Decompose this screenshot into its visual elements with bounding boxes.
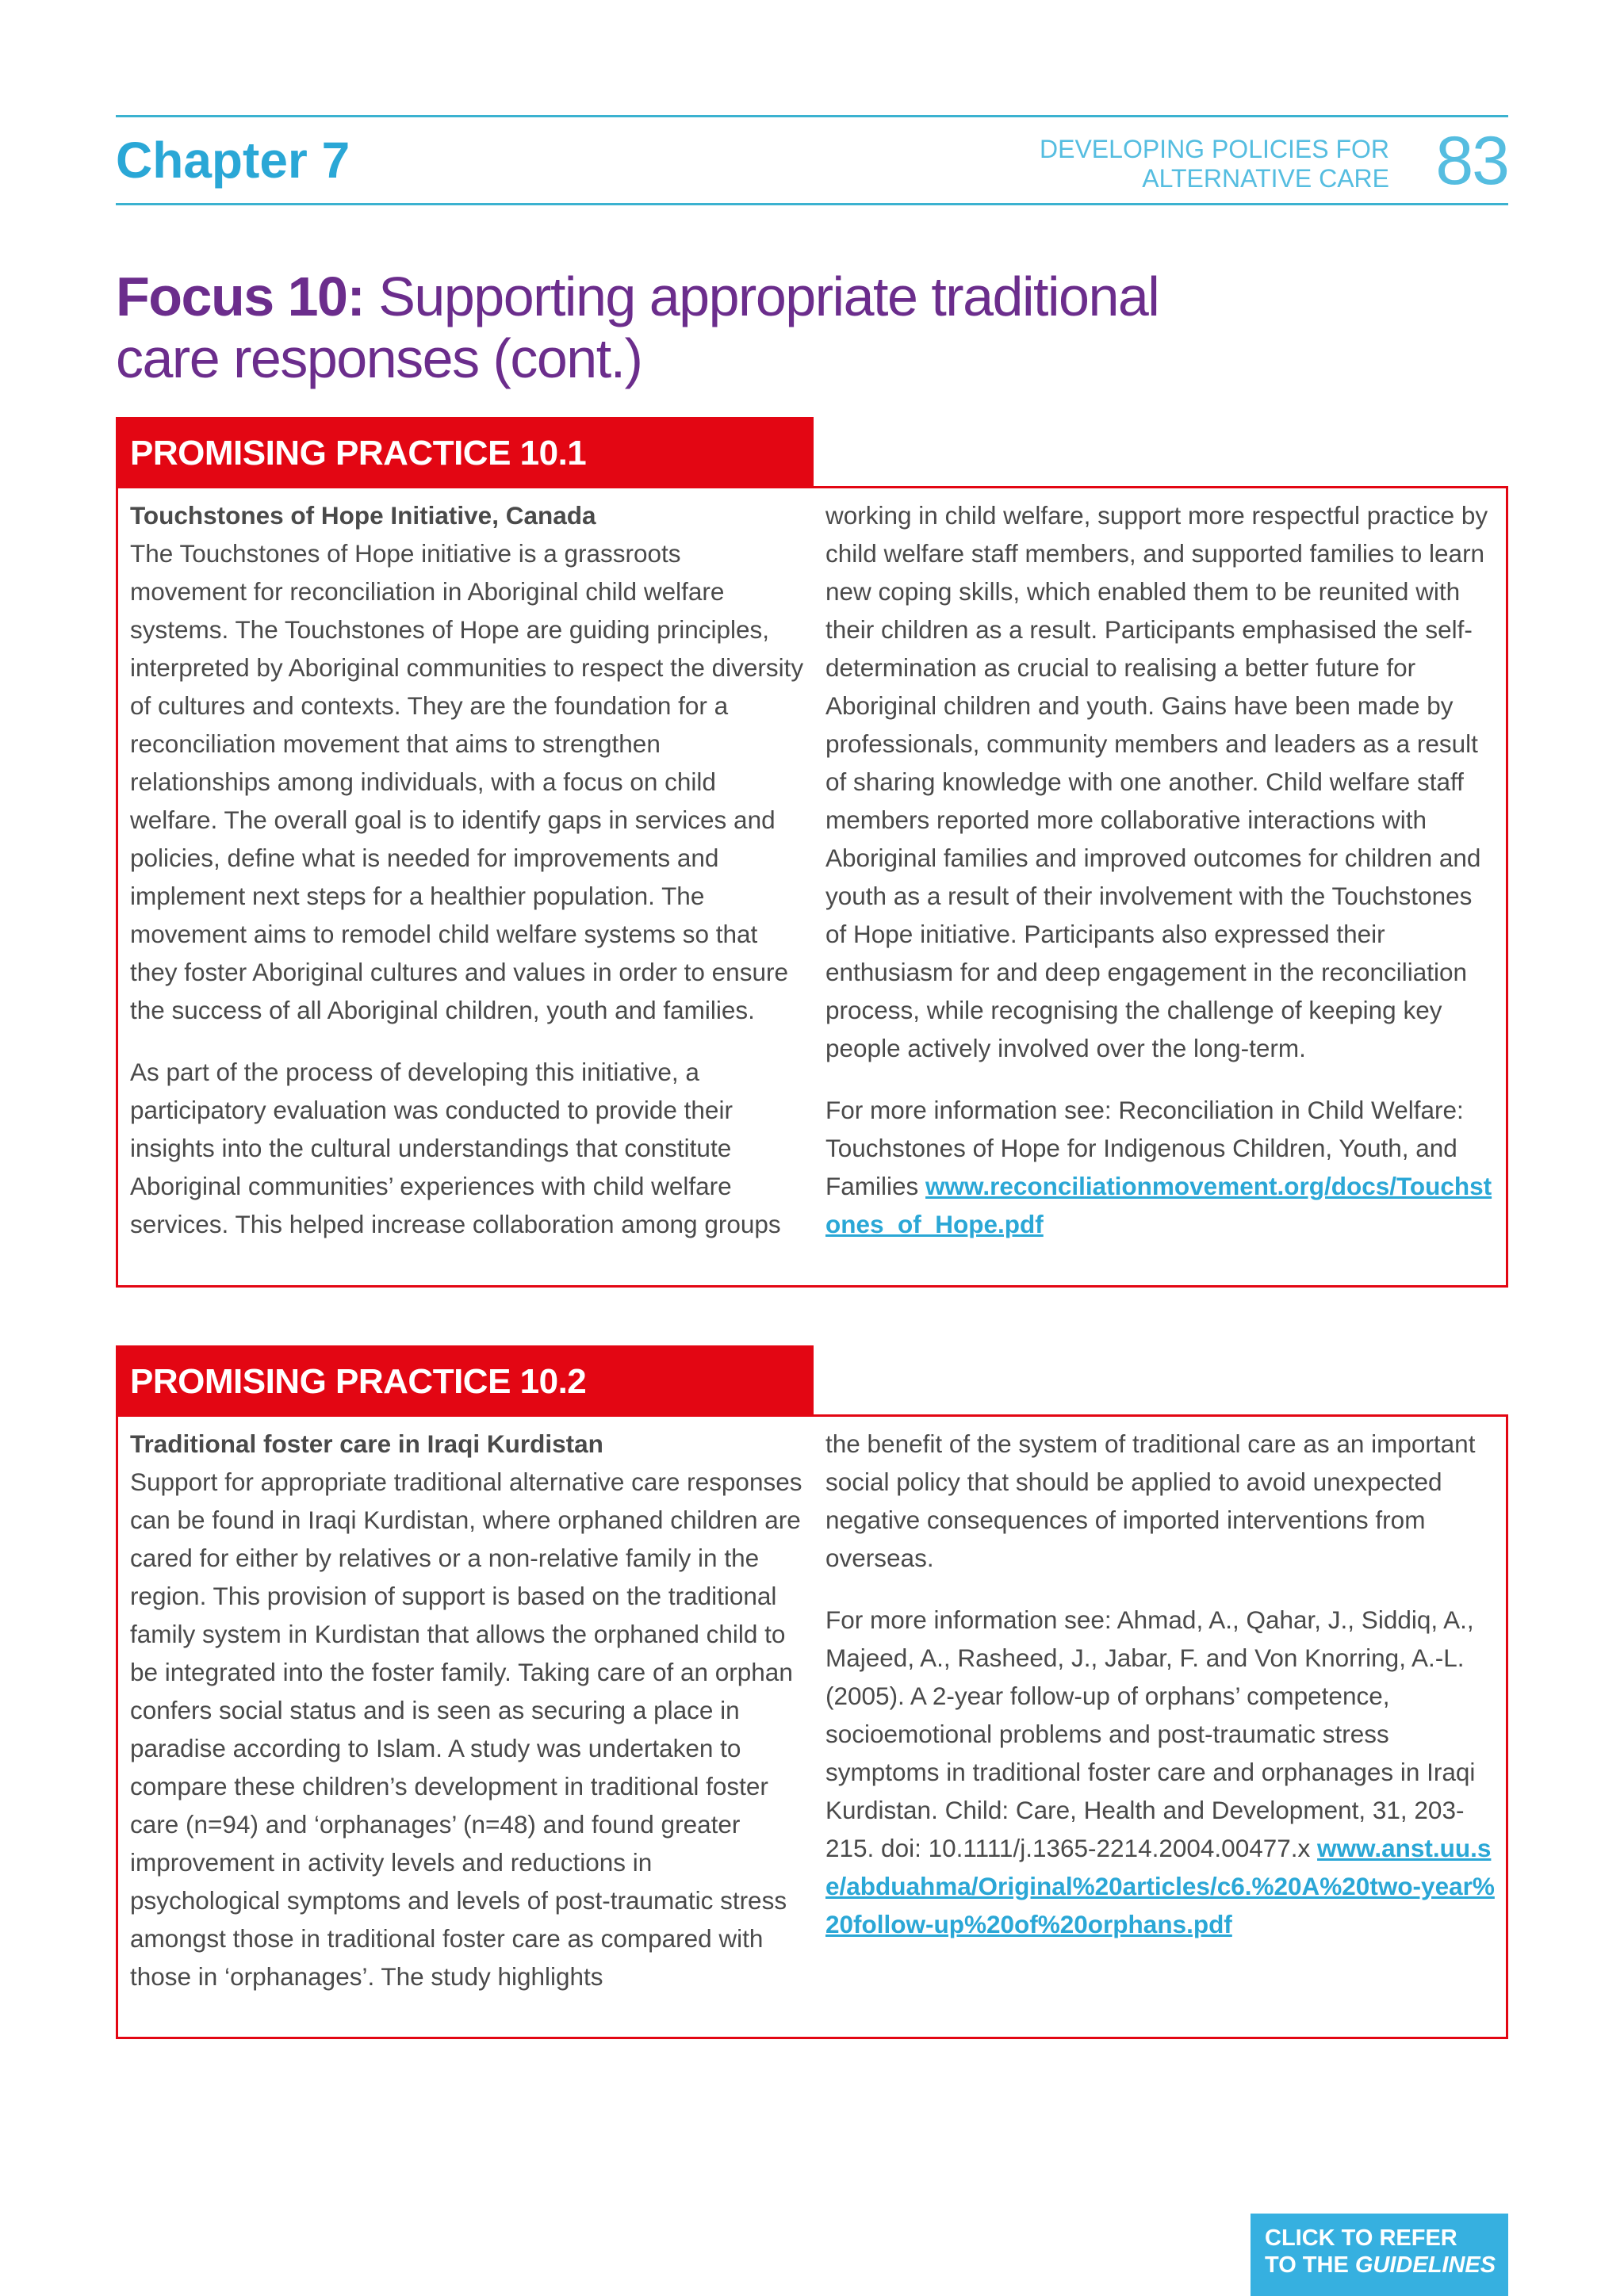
practice-10-2-tab: PROMISING PRACTICE 10.2 xyxy=(116,1345,814,1417)
chapter-label: Chapter 7 xyxy=(116,132,350,189)
practice-10-1-left-column xyxy=(130,496,804,1243)
practice-10-2-right-p1: the benefit of the system of traditional care as an important social policy that should be applied to avoid unexpected negative consequences of imported interventions from overseas. xyxy=(825,1429,1476,1572)
practice-10-2-heading: Traditional foster care in Iraqi Kurdistan xyxy=(130,1429,603,1458)
practice-10-1-left-p2: As part of the process of developing this initiative, a participatory evaluation was conducted to provide their insights into the cultural understandings that constitute Aboriginal communities’ experiences with child welfare services. This helped increase collaboration among groups xyxy=(130,1058,781,1238)
practice-10-2-reference: For more information see: Ahmad, A., Qahar, J., Siddiq, A., Majeed, A., Rasheed, J., Jabar, F. and Von Knorring, A.-L. (2005). A 2-year follow-up of orphans’ competence, socioemotional problems and post-traumatic stress symptoms in traditional foster care and orphanages in Iraqi Kurdistan. Child: Care, Health and Development, 31, 203-215. doi: 10.1111/j.1365-2214.2004.00477.x xyxy=(825,1605,1476,1862)
focus-title-line2: care responses (cont.) xyxy=(116,327,642,389)
page-number: 83 xyxy=(1435,123,1508,199)
practice-10-1-right-column xyxy=(825,496,1500,1243)
cta-line1: CLICK TO REFER xyxy=(1265,2225,1457,2251)
running-head xyxy=(1040,135,1389,193)
practice-10-1-heading: Touchstones of Hope Initiative, Canada xyxy=(130,501,596,530)
practice-10-1-reference: For more information see: Reconciliation in Child Welfare: Touchstones of Hope for Indigenous Children, Youth, and Families xyxy=(825,1096,1464,1200)
cta-line2-prefix: TO THE xyxy=(1265,2252,1355,2278)
running-head-line1: DEVELOPING POLICIES FOR xyxy=(1040,135,1389,163)
header-rule-top xyxy=(116,115,1508,117)
practice-10-2-right-column xyxy=(825,1425,1500,1943)
focus-title-line1: Supporting appropriate traditional xyxy=(378,266,1159,327)
focus-label: Focus 10: xyxy=(116,266,365,327)
practice-10-2-left-p1: Support for appropriate traditional alternative care responses can be found in Iraqi Kurdistan, where orphaned children are cared for either by relatives or a non-relative family in the region. This provision of support is based on the traditional family system in Kurdistan that allows the orphaned child to be integrated into the foster family. Taking care of an orphan confers social status and is seen as securing a place in paradise according to Islam. A study was undertaken to compare these children’s development in traditional foster care (n=94) and ‘orphanages’ (n=48) and found greater improvement in activity levels and reductions in psychological symptoms and levels of post-traumatic stress amongst those in traditional foster care as compared with those in ‘orphanages’. The study highlights xyxy=(130,1468,802,1991)
orphans-study-link[interactable]: www.anst.uu.se/abduahma/Original%20articles/c6.%20A%20two-year%20follow-up%20of%20orphans.pdf xyxy=(825,1834,1495,1938)
practice-10-2-left-column xyxy=(130,1425,804,1996)
refer-to-guidelines-button[interactable] xyxy=(1251,2214,1508,2296)
focus-title xyxy=(116,266,1226,389)
practice-10-2-right-p2 xyxy=(825,1601,1500,1943)
practice-10-1-tab: PROMISING PRACTICE 10.1 xyxy=(116,417,814,488)
practice-10-1-right-p1: working in child welfare, support more respectful practice by child welfare staff members, and supported families to learn new coping skills, which enabled them to be reunited with their children as a result. Participants emphasised the self-determination as crucial to realising a better future for Aboriginal children and youth. Gains have been made by professionals, community members and leaders as a result of sharing knowledge with one another. Child welfare staff members reported more collaborative interactions with Aboriginal families and improved outcomes for children and youth as a result of their involvement with the Touchstones of Hope initiative. Participants also expressed their enthusiasm for and deep engagement in the reconciliation process, while recognising the challenge of keeping key people actively involved over the long-term. xyxy=(825,501,1488,1062)
practice-10-1-left-p1: The Touchstones of Hope initiative is a grassroots movement for reconciliation in Aboriginal child welfare systems. The Touchstones of Hope are guiding principles, interpreted by Aboriginal communities to respect the diversity of cultures and contexts. They are the foundation for a reconciliation movement that aims to strengthen relationships among individuals, with a focus on child welfare. The overall goal is to identify gaps in services and policies, define what is needed for improvements and implement next steps for a healthier population. The movement aims to remodel child welfare systems so that they foster Aboriginal cultures and values in order to ensure the success of all Aboriginal children, youth and families. xyxy=(130,539,804,1024)
touchstones-of-hope-link[interactable]: www.reconciliationmovement.org/docs/Touchstones_of_Hope.pdf xyxy=(825,1172,1492,1238)
header-rule-bottom xyxy=(116,203,1508,205)
cta-line2 xyxy=(1265,2252,1508,2279)
practice-10-1-box xyxy=(116,486,1508,1288)
running-head-line2: ALTERNATIVE CARE xyxy=(1142,164,1389,193)
practice-10-1-right-p2 xyxy=(825,1091,1500,1243)
cta-line2-emphasis: GUIDELINES xyxy=(1354,2252,1496,2278)
practice-10-2-box xyxy=(116,1414,1508,2039)
